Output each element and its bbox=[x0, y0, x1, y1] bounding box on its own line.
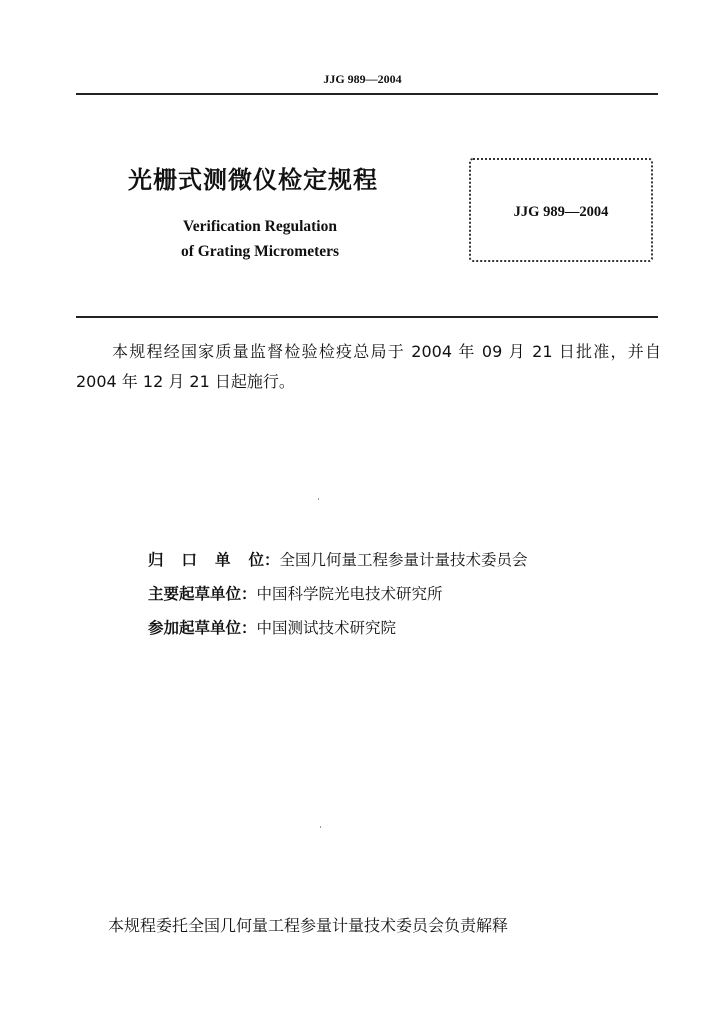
title-english-line1: Verification Regulation bbox=[183, 218, 337, 235]
section-rule bbox=[76, 316, 658, 318]
approval-statement: 本规程经国家质量监督检验检疫总局于 2004 年 09 月 21 日批准，并自 2004 年 12 月 21 日起施行。 bbox=[76, 342, 661, 391]
org-value-main-drafting-unit: 中国科学院光电技术研究所 bbox=[256, 585, 443, 603]
label-char: 口 bbox=[181, 551, 197, 569]
org-value-centralized-unit: 全国几何量工程参量计量技术委员会 bbox=[279, 551, 528, 569]
label-char: 归 bbox=[148, 551, 164, 569]
scan-speck bbox=[320, 826, 321, 828]
org-label-centralized-unit bbox=[148, 548, 264, 570]
label-char: 单 bbox=[214, 551, 231, 569]
org-row-main-drafting-unit bbox=[148, 582, 443, 604]
title-english-line2: of Grating Micrometers bbox=[180, 243, 340, 260]
org-colon: ： bbox=[264, 551, 280, 569]
interpretation-note: 本规程委托全国几何量工程参量计量技术委员会负责解释 bbox=[108, 916, 509, 935]
header-standard-code: JJG 989—2004 bbox=[323, 72, 402, 86]
title-chinese: 光栅式测微仪检定规程 bbox=[128, 166, 378, 194]
header-rule bbox=[76, 93, 658, 95]
code-box-code: JJG 989—2004 bbox=[513, 204, 609, 220]
scan-speck bbox=[318, 498, 319, 500]
org-label-participating-drafting-unit: 参加起草单位 bbox=[148, 619, 242, 637]
org-row-participating-drafting-unit bbox=[148, 616, 396, 638]
label-char: 位 bbox=[248, 551, 264, 569]
org-label-main-drafting-unit: 主要起草单位 bbox=[148, 585, 242, 603]
org-colon: ： bbox=[241, 619, 257, 637]
org-row-centralized-unit bbox=[148, 548, 528, 570]
org-value-participating-drafting-unit: 中国测试技术研究院 bbox=[256, 619, 397, 637]
org-colon: ： bbox=[241, 585, 257, 603]
